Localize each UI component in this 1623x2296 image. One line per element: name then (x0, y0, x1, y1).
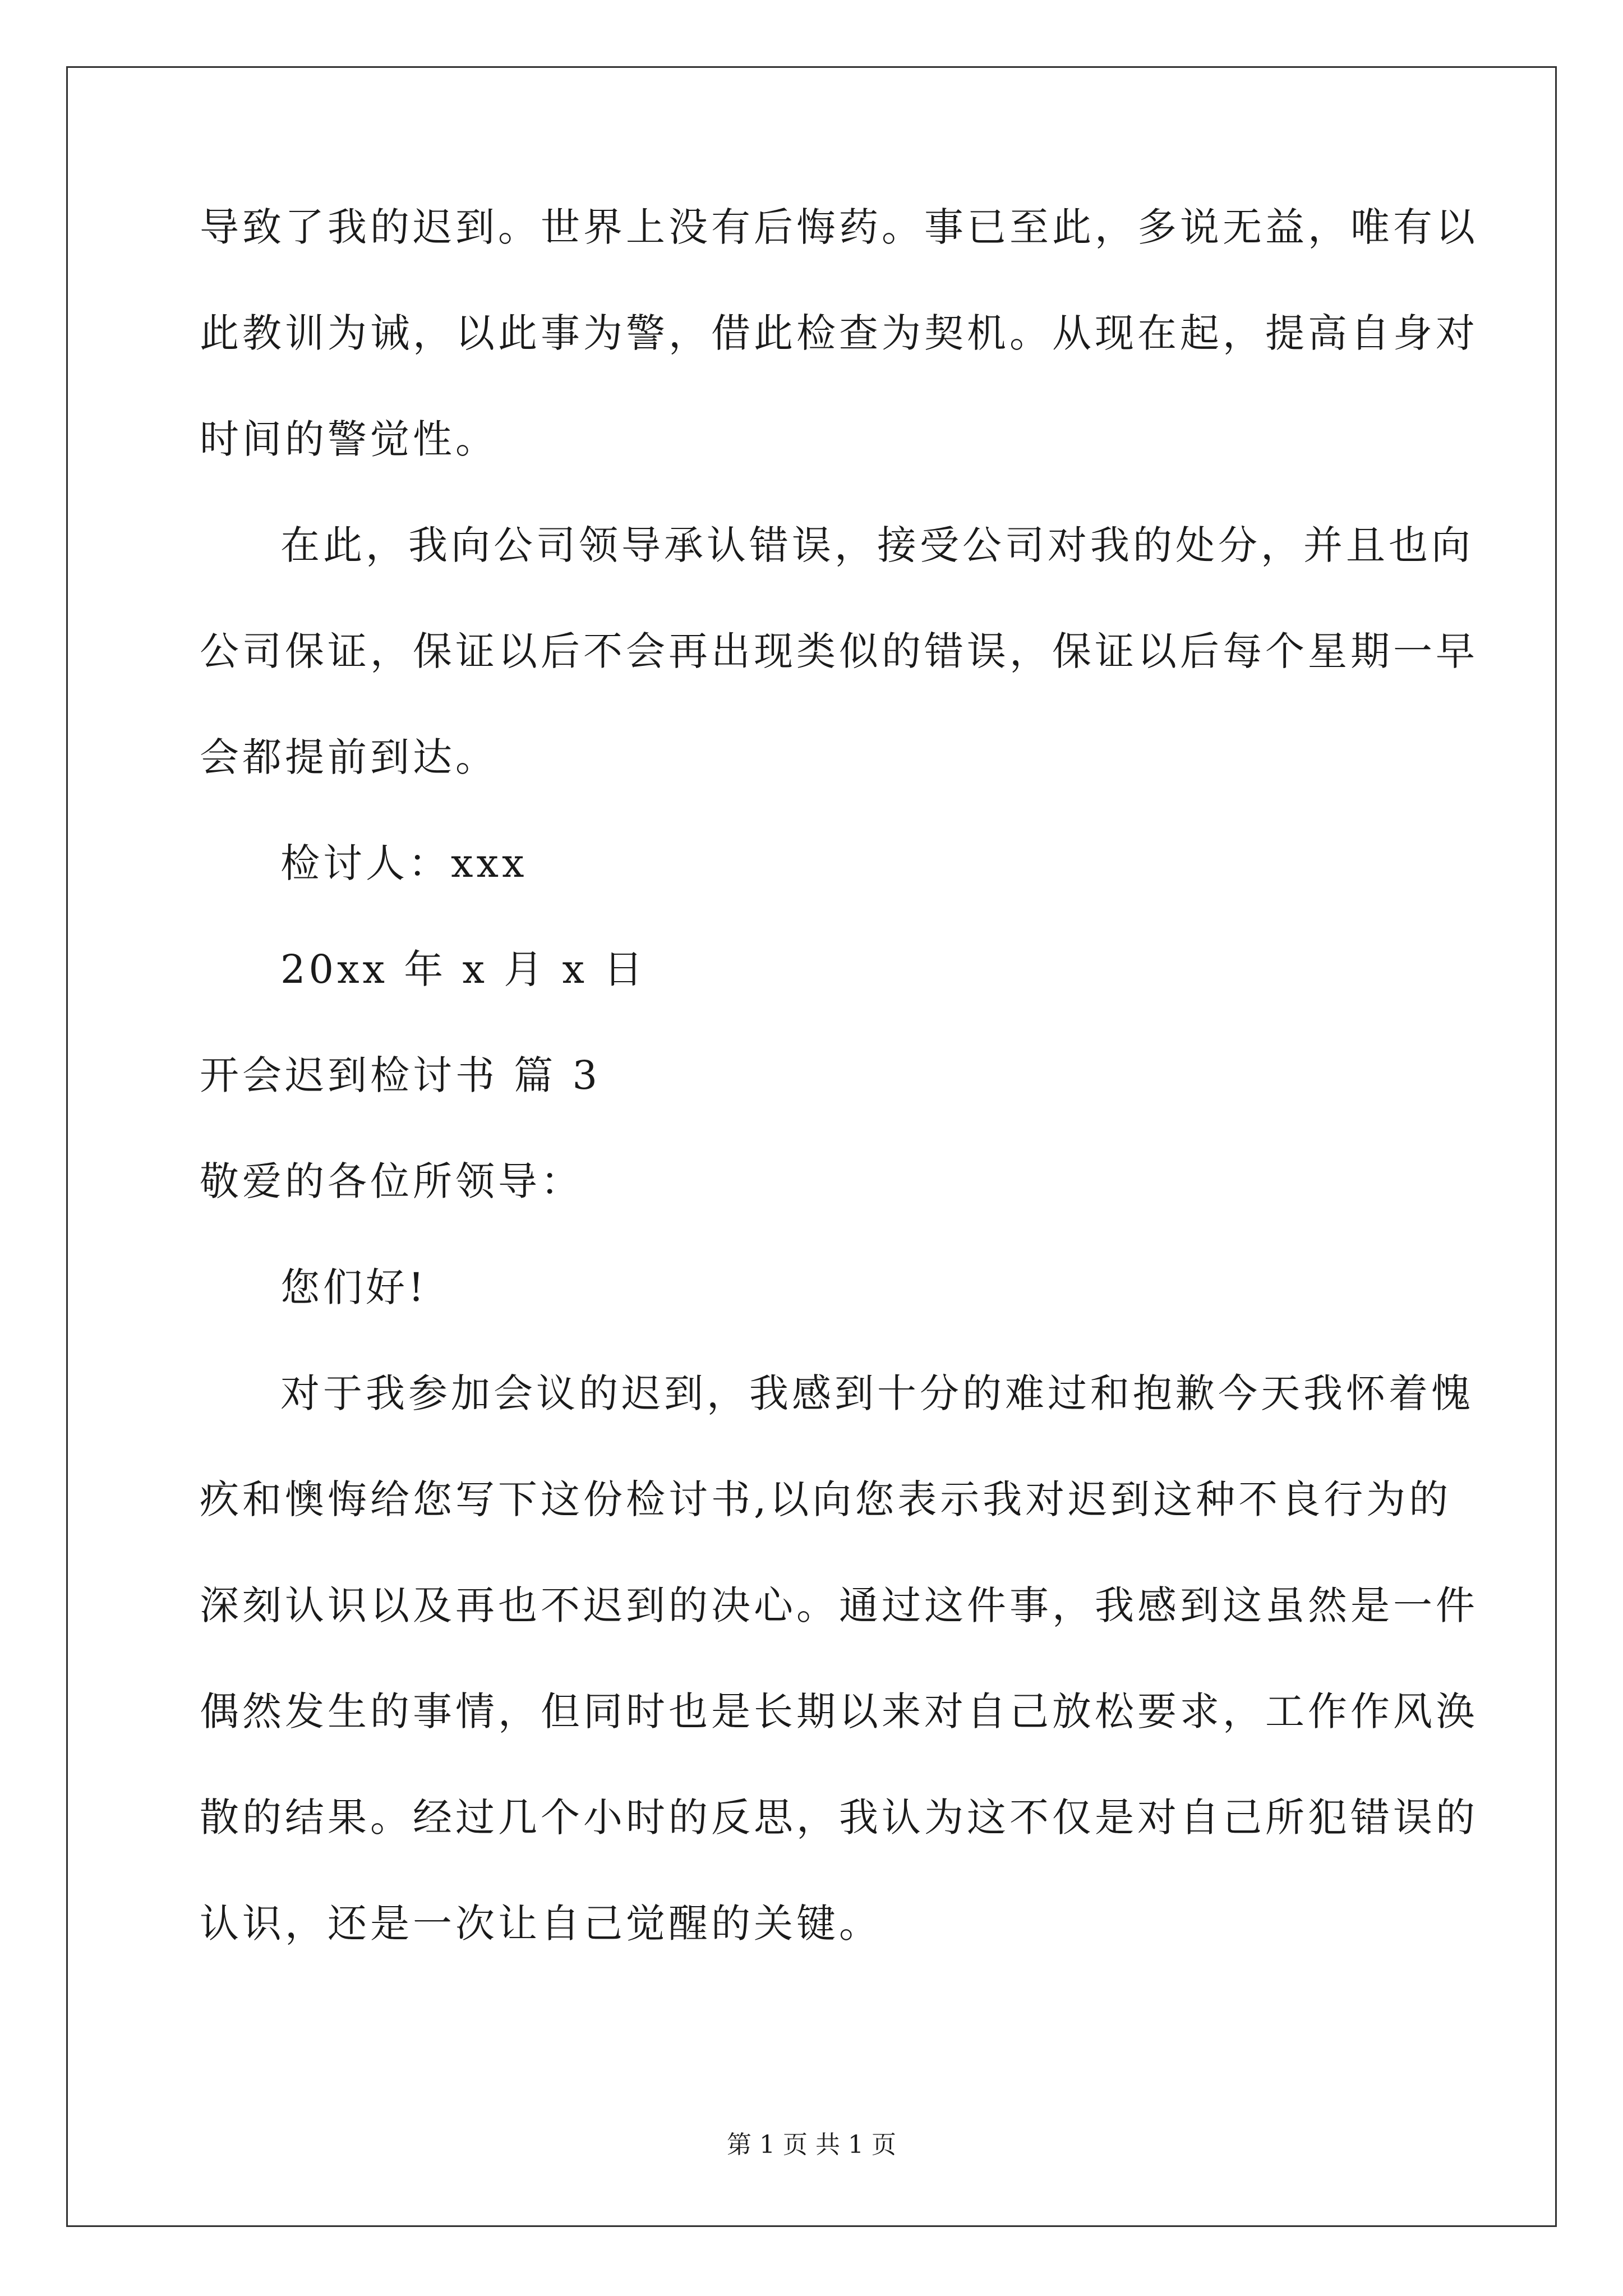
document-body (200, 204, 1478, 2010)
text-line: 认识，还是一次让自己觉醒的关键。 (200, 1901, 882, 1947)
text-line: 偶然发生的事情，但同时也是长期以来对自己放松要求，工作作风涣 (200, 1688, 1478, 1734)
page-footer: 第 1 页 共 1 页 (727, 2131, 896, 2159)
text-line: 对于我参加会议的迟到，我感到十分的难过和抱歉今天我怀着愧 (280, 1370, 1474, 1416)
date-line: 20xx 年 x 月 x 日 (280, 946, 647, 992)
text-line: 在此，我向公司领导承认错误，接受公司对我的处分，并且也向 (280, 522, 1474, 568)
salutation: 敬爱的各位所领导： (200, 1158, 583, 1204)
text-line: 时间的警觉性。 (200, 416, 498, 462)
text-line: 会都提前到达。 (200, 734, 498, 780)
section-heading: 开会迟到检讨书 篇 3 (200, 1052, 601, 1098)
text-line: 公司保证，保证以后不会再出现类似的错误，保证以后每个星期一早 (200, 628, 1478, 674)
text-line: 此教训为诫，以此事为警，借此检查为契机。从现在起，提高自身对 (200, 310, 1478, 356)
signature-line: 检讨人：xxx (280, 840, 528, 886)
text-line: 导致了我的迟到。世界上没有后悔药。事已至此，多说无益，唯有以 (200, 204, 1478, 250)
greeting: 您们好! (280, 1264, 428, 1310)
text-line: 散的结果。经过几个小时的反思，我认为这不仅是对自己所犯错误的 (200, 1795, 1478, 1841)
text-line: 疚和懊悔给您写下这份检讨书,以向您表示我对迟到这种不良行为的 (200, 1476, 1452, 1522)
text-line: 深刻认识以及再也不迟到的决心。通过这件事，我感到这虽然是一件 (200, 1582, 1478, 1628)
